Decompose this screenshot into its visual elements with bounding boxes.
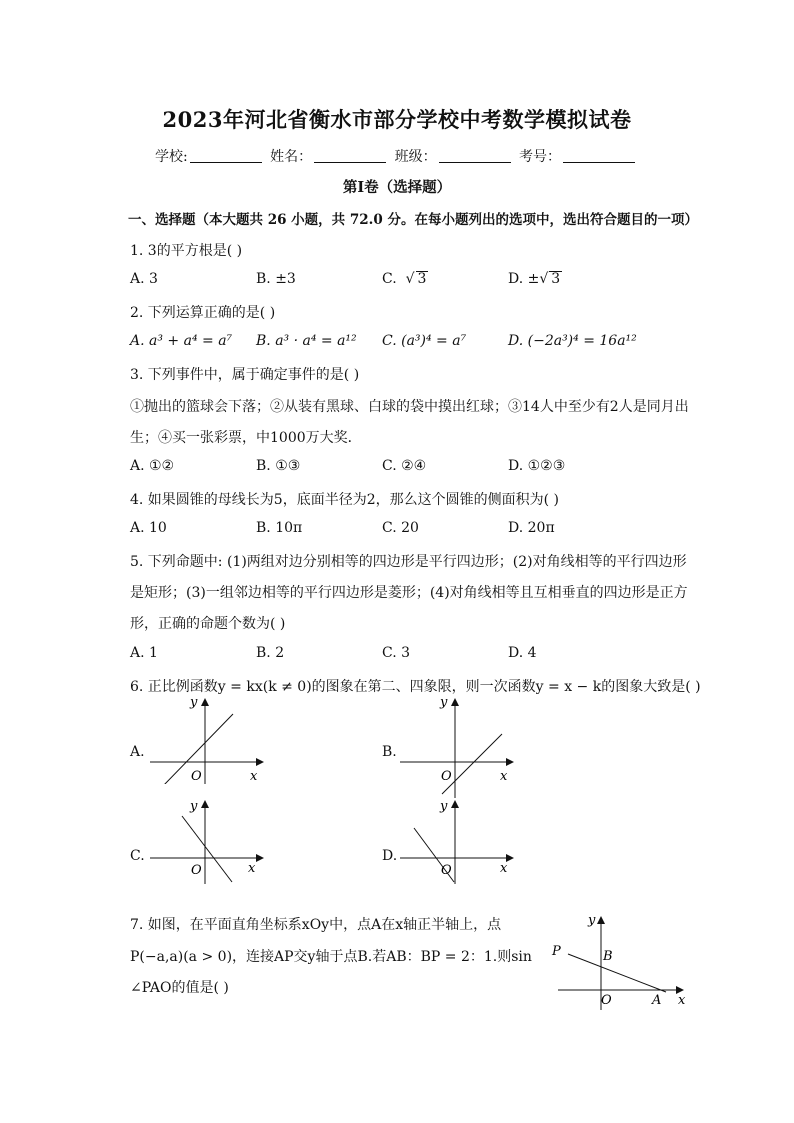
exam-no-label: 考号： — [519, 149, 562, 165]
question-3-line-1: ①抛出的篮球会下落；②从装有黑球、白球的袋中摸出红球；③14人中至少有2人是同月出 — [130, 399, 689, 415]
q6-graph-c[interactable] — [148, 798, 268, 884]
class-label: 班级： — [394, 149, 437, 165]
q1-option-d-radicand: 3 — [551, 271, 561, 287]
question-2-stem: 2. 下列运算正确的是( ) — [130, 305, 276, 321]
y-axis-arrow-icon — [201, 800, 209, 808]
school-blank[interactable] — [190, 148, 262, 163]
q5-option-b[interactable]: B. 2 — [256, 645, 285, 661]
q5-option-a[interactable]: A. 1 — [130, 645, 158, 661]
q3-option-b[interactable]: B. ①③ — [256, 458, 301, 474]
question-1-stem: 1. 3的平方根是( ) — [130, 243, 243, 259]
q6-graph-a[interactable] — [148, 694, 268, 784]
x-label: x — [678, 993, 686, 1008]
y-axis-arrow-icon — [451, 800, 459, 808]
q6-option-b-label[interactable]: B. — [382, 744, 397, 760]
origin-label: O — [191, 863, 202, 878]
q4-option-a[interactable]: A. 10 — [130, 520, 167, 536]
x-label: x — [248, 861, 256, 876]
question-6-stem: 6. 正比例函数y = kx(k ≠ 0)的图象在第二、四象限，则一次函数y = x − k的图象大致是( ) — [130, 679, 701, 695]
class-blank[interactable] — [439, 148, 511, 163]
x-label: x — [500, 861, 508, 876]
question-4-stem: 4. 如果圆锥的母线长为5，底面半径为2，那么这个圆锥的侧面积为( ) — [130, 492, 559, 508]
function-line — [442, 734, 502, 794]
question-3-stem: 3. 下列事件中，属于确定事件的是( ) — [130, 367, 360, 383]
q6-option-c-label[interactable]: C. — [130, 848, 145, 864]
q1-option-c-radicand: 3 — [417, 271, 427, 287]
y-label: y — [190, 695, 198, 710]
q2-option-c[interactable]: C. (a³)⁴ = a⁷ — [382, 333, 467, 349]
origin-label: O — [441, 863, 452, 878]
name-blank[interactable] — [314, 148, 386, 163]
q2-option-a[interactable]: A. a³ + a⁴ = a⁷ — [130, 333, 233, 349]
page-title: 2023年河北省衡水市部分学校中考数学模拟试卷 — [162, 107, 632, 132]
segment-ap — [568, 954, 666, 992]
q5-option-c[interactable]: C. 3 — [382, 645, 411, 661]
q6-option-d-label[interactable]: D. — [382, 848, 398, 864]
name-label: 姓名： — [270, 149, 313, 165]
school-label: 学校: — [154, 149, 188, 165]
y-axis-arrow-icon — [451, 698, 459, 706]
y-label: y — [440, 695, 448, 710]
y-axis-arrow-icon — [201, 698, 209, 706]
section-heading: 一、选择题（本大题共 26 小题，共 72.0 分。在每小题列出的选项中，选出符合题目的一项） — [128, 212, 698, 228]
y-axis-arrow-icon — [597, 916, 605, 924]
volume-heading: 第Ⅰ卷（选择题） — [342, 179, 452, 196]
y-label: y — [440, 799, 448, 814]
x-label: x — [500, 769, 508, 784]
point-b-label: B — [603, 949, 613, 964]
point-a-label: A — [652, 993, 662, 1008]
q4-option-b[interactable]: B. 10π — [256, 520, 303, 536]
function-line — [182, 816, 232, 882]
q3-option-d[interactable]: D. ①②③ — [508, 458, 566, 474]
q5-option-d[interactable]: D. 4 — [508, 645, 537, 661]
x-axis-arrow-icon — [506, 758, 514, 766]
question-5-line-1: 5. 下列命题中: (1)两组对边分别相等的四边形是平行四边形；(2)对角线相等的平行四边形 — [130, 554, 687, 570]
q6-graph-b[interactable] — [398, 694, 518, 798]
question-5-line-2: 是矩形；(3)一组邻边相等的平行四边形是菱形；(4)对角线相等且互相垂直的四边形是正方 — [130, 585, 688, 601]
q6-option-a-label[interactable]: A. — [130, 744, 145, 760]
q3-option-c[interactable]: C. ②④ — [382, 458, 427, 474]
question-7-line-3: ∠PAO的值是( ) — [130, 980, 229, 996]
point-p-label: P — [552, 944, 561, 959]
q1-option-a[interactable]: A. 3 — [130, 271, 158, 287]
q2-option-b[interactable]: B. a³ · a⁴ = a¹² — [256, 333, 357, 349]
q1-option-b[interactable]: B. ±3 — [256, 271, 296, 287]
q3-option-a[interactable]: A. ①② — [130, 458, 175, 474]
q6-graph-d[interactable] — [398, 798, 518, 884]
y-label: y — [588, 913, 596, 928]
q4-option-c[interactable]: C. 20 — [382, 520, 419, 536]
q2-option-d[interactable]: D. (−2a³)⁴ = 16a¹² — [508, 333, 637, 349]
q4-option-d[interactable]: D. 20π — [508, 520, 555, 536]
question-3-line-2: 生；④买一张彩票，中1000万大奖． — [130, 430, 362, 446]
question-7-line-1: 7. 如图，在平面直角坐标系xOy中，点A在x轴正半轴上，点 — [130, 917, 502, 933]
exam-no-blank[interactable] — [563, 148, 635, 163]
student-info-line — [0, 146, 794, 166]
x-label: x — [250, 769, 258, 784]
x-axis-arrow-icon — [256, 758, 264, 766]
q1-option-d-prefix: D. ± — [508, 271, 540, 287]
origin-label: O — [191, 769, 202, 784]
question-5-line-3: 形，正确的命题个数为( ) — [130, 616, 286, 632]
origin-label: O — [441, 769, 452, 784]
y-label: y — [190, 799, 198, 814]
question-7-line-2: P(−a,a)(a > 0)，连接AP交y轴于点B.若AB：BP = 2：1.则sin — [130, 949, 532, 965]
origin-label: O — [601, 993, 612, 1008]
q1-option-c-prefix: C. — [382, 271, 397, 287]
q7-figure — [548, 908, 694, 1012]
q1-option-c[interactable]: C. √ 3 — [382, 271, 427, 287]
x-axis-arrow-icon — [256, 854, 264, 862]
q1-option-d[interactable]: D. ±√ 3 — [508, 271, 561, 287]
